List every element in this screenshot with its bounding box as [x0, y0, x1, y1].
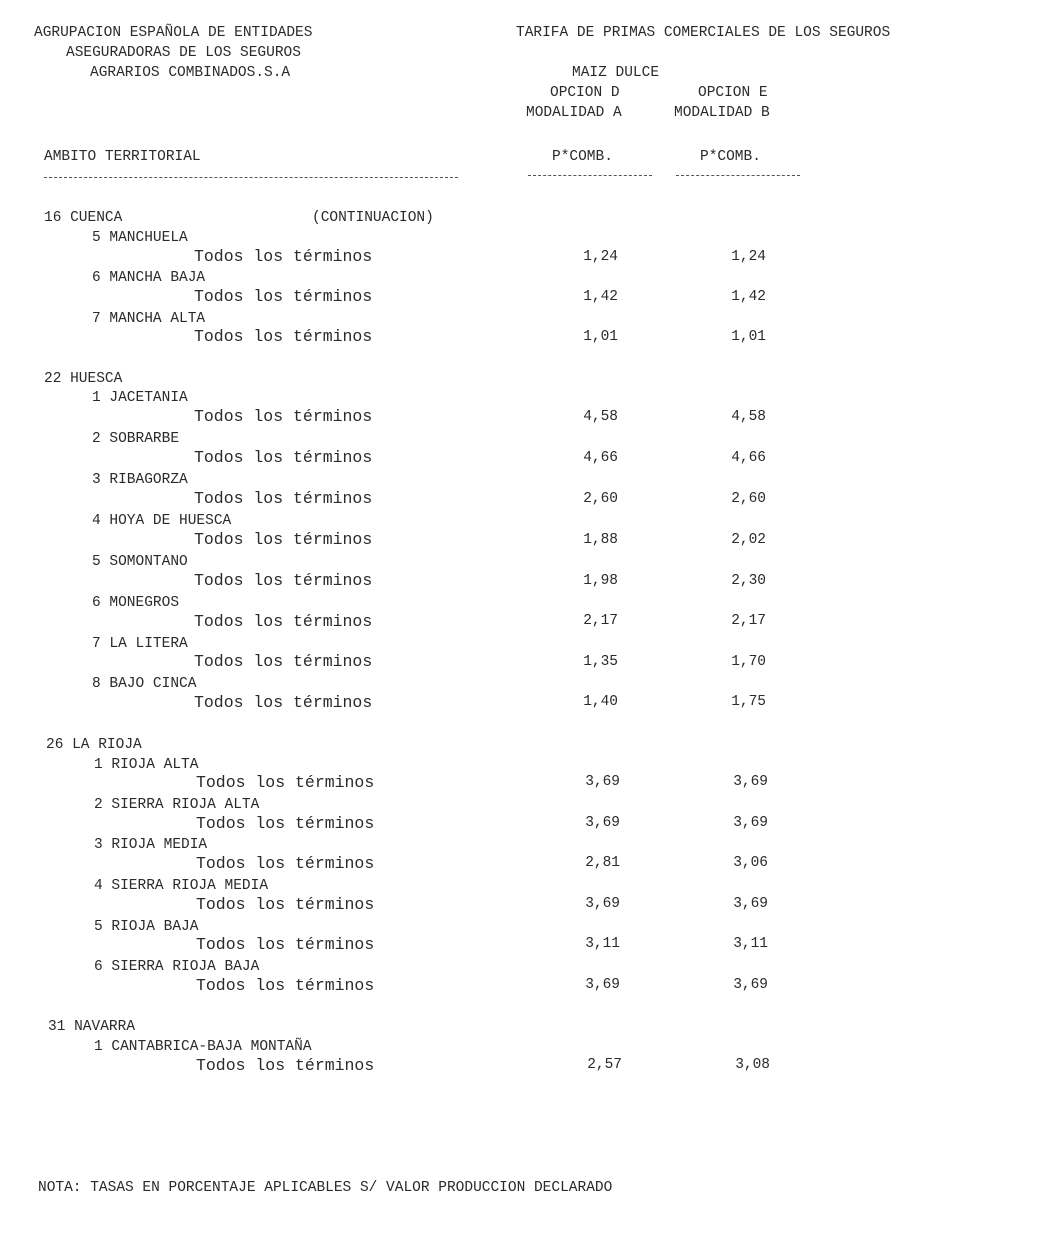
rate-value-col1: 2,57: [587, 1057, 622, 1073]
rate-value-col2: 1,70: [731, 654, 766, 670]
comarca-name: 6 SIERRA RIOJA BAJA: [94, 959, 260, 975]
rate-value-col1: 1,40: [583, 694, 618, 710]
rate-value-col2: 3,11: [733, 936, 768, 952]
comarca-name: 1 CANTABRICA-BAJA MONTAÑA: [94, 1039, 312, 1055]
col2-option: OPCION E: [698, 85, 768, 101]
province-note: (CONTINUACION): [312, 210, 434, 226]
term-label: Todos los términos: [194, 693, 373, 712]
rate-value-col2: 2,17: [731, 613, 766, 629]
rate-value-col2: 1,01: [731, 329, 766, 345]
rate-value-col1: 3,11: [585, 936, 620, 952]
rate-value-col1: 3,69: [585, 774, 620, 790]
province-name: 26 LA RIOJA: [46, 737, 142, 753]
rate-value-col2: 1,24: [731, 249, 766, 265]
province-name: 16 CUENCA: [44, 210, 123, 226]
rate-value-col1: 1,88: [583, 532, 618, 548]
term-label: Todos los términos: [194, 652, 373, 671]
rate-value-col2: 4,58: [731, 409, 766, 425]
term-label: Todos los términos: [194, 448, 373, 467]
rate-value-col1: 3,69: [585, 815, 620, 831]
col2-divider: [676, 175, 800, 176]
province-name: 22 HUESCA: [44, 371, 123, 387]
rate-value-col1: 1,24: [583, 249, 618, 265]
rate-value-col2: 3,69: [733, 815, 768, 831]
comarca-name: 5 RIOJA BAJA: [94, 919, 199, 935]
rate-value-col2: 3,69: [733, 896, 768, 912]
term-label: Todos los términos: [194, 530, 373, 549]
rate-value-col2: 2,30: [731, 573, 766, 589]
comarca-name: 5 SOMONTANO: [92, 554, 188, 570]
rate-value-col2: 2,60: [731, 491, 766, 507]
term-label: Todos los términos: [196, 814, 375, 833]
comarca-name: 3 RIBAGORZA: [92, 472, 188, 488]
comarca-name: 5 MANCHUELA: [92, 230, 188, 246]
rate-value-col2: 4,66: [731, 450, 766, 466]
ambito-header: AMBITO TERRITORIAL: [44, 149, 201, 165]
comarca-name: 6 MANCHA BAJA: [92, 270, 206, 286]
rate-value-col1: 3,69: [585, 977, 620, 993]
comarca-name: 2 SIERRA RIOJA ALTA: [94, 797, 260, 813]
rate-value-col2: 3,06: [733, 855, 768, 871]
term-label: Todos los términos: [194, 407, 373, 426]
term-label: Todos los términos: [194, 327, 373, 346]
ambito-divider: [44, 177, 458, 178]
comarca-name: 7 MANCHA ALTA: [92, 311, 206, 327]
rate-value-col2: 1,75: [731, 694, 766, 710]
rate-value-col1: 3,69: [585, 896, 620, 912]
col1-header: P*COMB.: [552, 149, 613, 165]
tariff-title: TARIFA DE PRIMAS COMERCIALES DE LOS SEGUROS: [516, 25, 891, 41]
term-label: Todos los términos: [196, 935, 375, 954]
rate-value-col1: 4,58: [583, 409, 618, 425]
rate-value-col2: 1,42: [731, 289, 766, 305]
term-label: Todos los términos: [194, 287, 373, 306]
rate-value-col2: 2,02: [731, 532, 766, 548]
comarca-name: 8 BAJO CINCA: [92, 676, 197, 692]
comarca-name: 1 JACETANIA: [92, 390, 188, 406]
rate-value-col1: 4,66: [583, 450, 618, 466]
rate-value-col1: 1,98: [583, 573, 618, 589]
rate-value-col1: 1,42: [583, 289, 618, 305]
org-name-line1: AGRUPACION ESPAÑOLA DE ENTIDADES: [34, 25, 313, 41]
term-label: Todos los términos: [194, 489, 373, 508]
comarca-name: 2 SOBRARBE: [92, 431, 180, 447]
term-label: Todos los términos: [196, 1056, 375, 1075]
comarca-name: 7 LA LITERA: [92, 636, 188, 652]
term-label: Todos los términos: [194, 247, 373, 266]
rate-value-col2: 3,08: [735, 1057, 770, 1073]
comarca-name: 4 SIERRA RIOJA MEDIA: [94, 878, 269, 894]
term-label: Todos los términos: [194, 571, 373, 590]
comarca-name: 4 HOYA DE HUESCA: [92, 513, 232, 529]
term-label: Todos los términos: [194, 612, 373, 631]
rate-value-col1: 2,60: [583, 491, 618, 507]
term-label: Todos los términos: [196, 854, 375, 873]
org-name-line2: ASEGURADORAS DE LOS SEGUROS: [66, 45, 301, 61]
col1-mode: MODALIDAD A: [526, 105, 622, 121]
rate-value-col2: 3,69: [733, 977, 768, 993]
term-label: Todos los términos: [196, 976, 375, 995]
col2-mode: MODALIDAD B: [674, 105, 770, 121]
col2-header: P*COMB.: [700, 149, 761, 165]
rate-value-col1: 2,17: [583, 613, 618, 629]
province-name: 31 NAVARRA: [48, 1019, 136, 1035]
comarca-name: 6 MONEGROS: [92, 595, 180, 611]
term-label: Todos los términos: [196, 895, 375, 914]
comarca-name: 3 RIOJA MEDIA: [94, 837, 208, 853]
col1-divider: [528, 175, 652, 176]
rate-value-col2: 3,69: [733, 774, 768, 790]
org-name-line3: AGRARIOS COMBINADOS.S.A: [90, 65, 291, 81]
footer-note: NOTA: TASAS EN PORCENTAJE APLICABLES S/ VALOR PRODUCCION DECLARADO: [38, 1180, 613, 1196]
rate-value-col1: 1,35: [583, 654, 618, 670]
rate-value-col1: 1,01: [583, 329, 618, 345]
rate-value-col1: 2,81: [585, 855, 620, 871]
term-label: Todos los términos: [196, 773, 375, 792]
comarca-name: 1 RIOJA ALTA: [94, 757, 199, 773]
crop-name: MAIZ DULCE: [572, 65, 660, 81]
col1-option: OPCION D: [550, 85, 620, 101]
